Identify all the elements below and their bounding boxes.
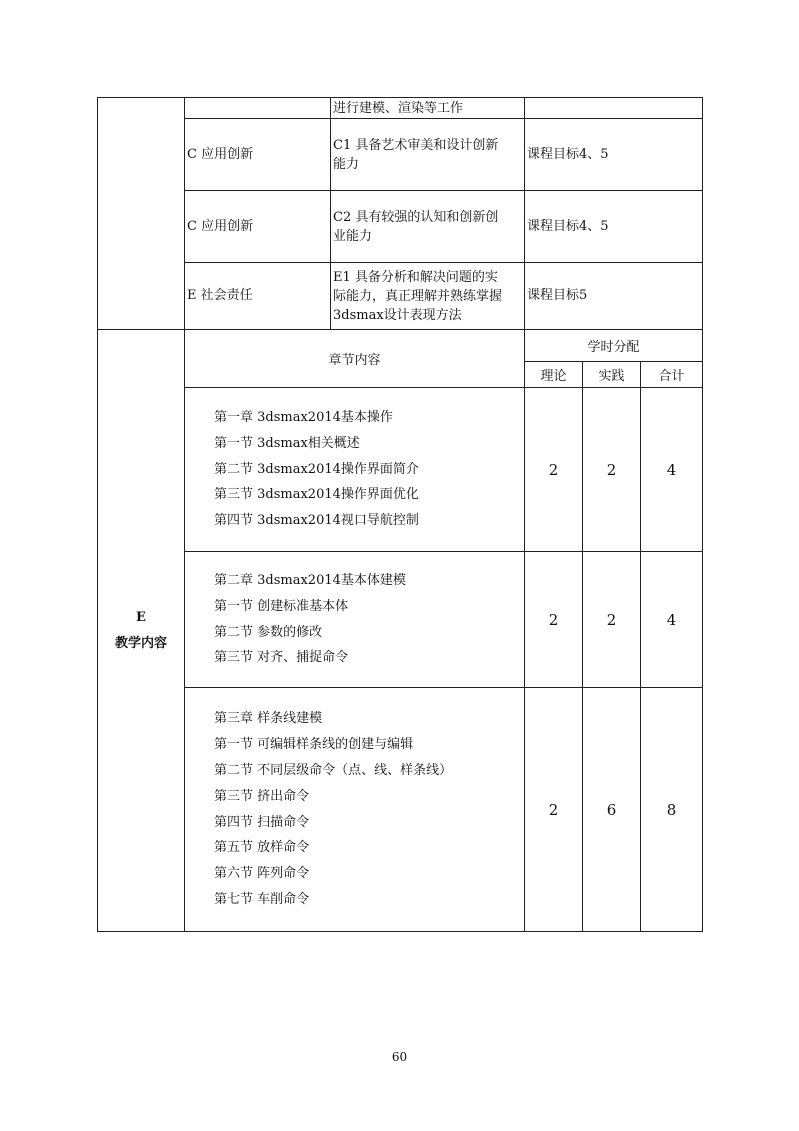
chapter-line: 第七节 车削命令 xyxy=(214,891,310,907)
chapter-row xyxy=(98,388,703,552)
chapter-row xyxy=(98,552,703,688)
theory-hours: 2 xyxy=(525,388,583,552)
hours-allocation-header-text: 学时分配 xyxy=(587,340,640,355)
chapter-line: 第三节 3dsmax2014操作界面优化 xyxy=(214,487,419,503)
practice-hours: 2 xyxy=(583,388,641,552)
theory-header-text: 理论 xyxy=(540,369,567,384)
chapter-content-cell xyxy=(185,388,525,552)
section-title: 教学内容 xyxy=(114,635,167,651)
practice-header-text: 实践 xyxy=(598,369,625,384)
total-hours: 8 xyxy=(641,688,703,932)
category-cell xyxy=(185,263,331,330)
practice-header xyxy=(583,362,641,388)
chapter-line: 第三章 样条线建模 xyxy=(214,711,323,727)
indicator-cell xyxy=(331,263,525,330)
total-hours: 4 xyxy=(641,388,703,552)
indicator-cell xyxy=(331,191,525,263)
goal-text: 课程目标4、5 xyxy=(527,218,609,234)
indicator-text: 进行建模、渲染等工作 xyxy=(333,100,464,116)
category-text: E 社会责任 xyxy=(187,288,253,303)
left-blank-cell xyxy=(98,98,185,330)
goal-text: 课程目标4、5 xyxy=(527,146,609,162)
section-letter: E xyxy=(136,609,146,625)
total-header xyxy=(641,362,703,388)
chapter-line: 第二节 参数的修改 xyxy=(214,624,323,640)
chapter-line: 第一章 3dsmax2014基本操作 xyxy=(214,410,393,425)
goal-cell xyxy=(525,98,703,119)
content-header-row xyxy=(98,330,703,362)
goal-cell xyxy=(525,191,703,263)
chapter-line: 第四节 扫描命令 xyxy=(214,814,310,830)
theory-hours: 2 xyxy=(525,552,583,688)
chapter-line: 第一节 创建标准基本体 xyxy=(214,598,349,614)
chapter-line: 第二节 不同层级命令（点、线、样条线） xyxy=(214,762,453,778)
chapter-line: 第三节 挤出命令 xyxy=(214,788,310,804)
indicator-text: E1 具备分析和解决问题的实 xyxy=(333,269,498,285)
chapter-line: 第三节 对齐、捕捉命令 xyxy=(214,650,349,666)
chapter-line: 第一节 3dsmax相关概述 xyxy=(214,435,360,451)
objective-row xyxy=(98,191,703,263)
category-cell xyxy=(185,98,331,119)
chapter-content-cell xyxy=(185,552,525,688)
indicator-text: C2 具有较强的认知和创新创 xyxy=(333,209,499,225)
chapter-row xyxy=(98,688,703,932)
category-cell xyxy=(185,119,331,191)
indicator-text: 3dsmax设计表现方法 xyxy=(333,307,462,323)
total-hours: 4 xyxy=(641,552,703,688)
chapter-line: 第四节 3dsmax2014视口导航控制 xyxy=(214,513,419,529)
category-text: C 应用创新 xyxy=(187,146,254,162)
practice-hours: 2 xyxy=(583,552,641,688)
category-text: C 应用创新 xyxy=(187,218,254,234)
objective-row xyxy=(98,119,703,191)
chapter-content-header xyxy=(185,330,525,388)
chapter-line: 第六节 阵列命令 xyxy=(214,866,310,882)
indicator-text: C1 具备艺术审美和设计创新 xyxy=(333,137,499,153)
objective-row xyxy=(98,263,703,330)
indicator-cell xyxy=(331,119,525,191)
indicator-cell xyxy=(331,98,525,119)
chapter-content-cell xyxy=(185,688,525,932)
hours-allocation-header xyxy=(525,330,703,362)
goal-text: 课程目标5 xyxy=(527,288,588,303)
theory-hours: 2 xyxy=(525,688,583,932)
indicator-text: 际能力，真正理解并熟练掌握 xyxy=(333,288,503,304)
goal-cell xyxy=(525,119,703,191)
chapter-line: 第二章 3dsmax2014基本体建模 xyxy=(214,572,406,588)
indicator-text: 业能力 xyxy=(333,228,373,244)
total-header-text: 合计 xyxy=(658,369,685,384)
practice-hours: 6 xyxy=(583,688,641,932)
page-number: 60 xyxy=(391,1050,408,1064)
syllabus-table xyxy=(97,97,703,932)
chapter-line: 第二节 3dsmax2014操作界面简介 xyxy=(214,461,419,477)
theory-header xyxy=(525,362,583,388)
chapter-line: 第五节 放样命令 xyxy=(214,840,310,856)
chapter-content-header-text: 章节内容 xyxy=(328,353,381,368)
teaching-content-label xyxy=(98,330,185,932)
chapter-line: 第一节 可编辑样条线的创建与编辑 xyxy=(214,737,414,753)
category-cell xyxy=(185,191,331,263)
objective-row xyxy=(98,98,703,119)
indicator-text: 能力 xyxy=(333,156,360,172)
goal-cell xyxy=(525,263,703,330)
